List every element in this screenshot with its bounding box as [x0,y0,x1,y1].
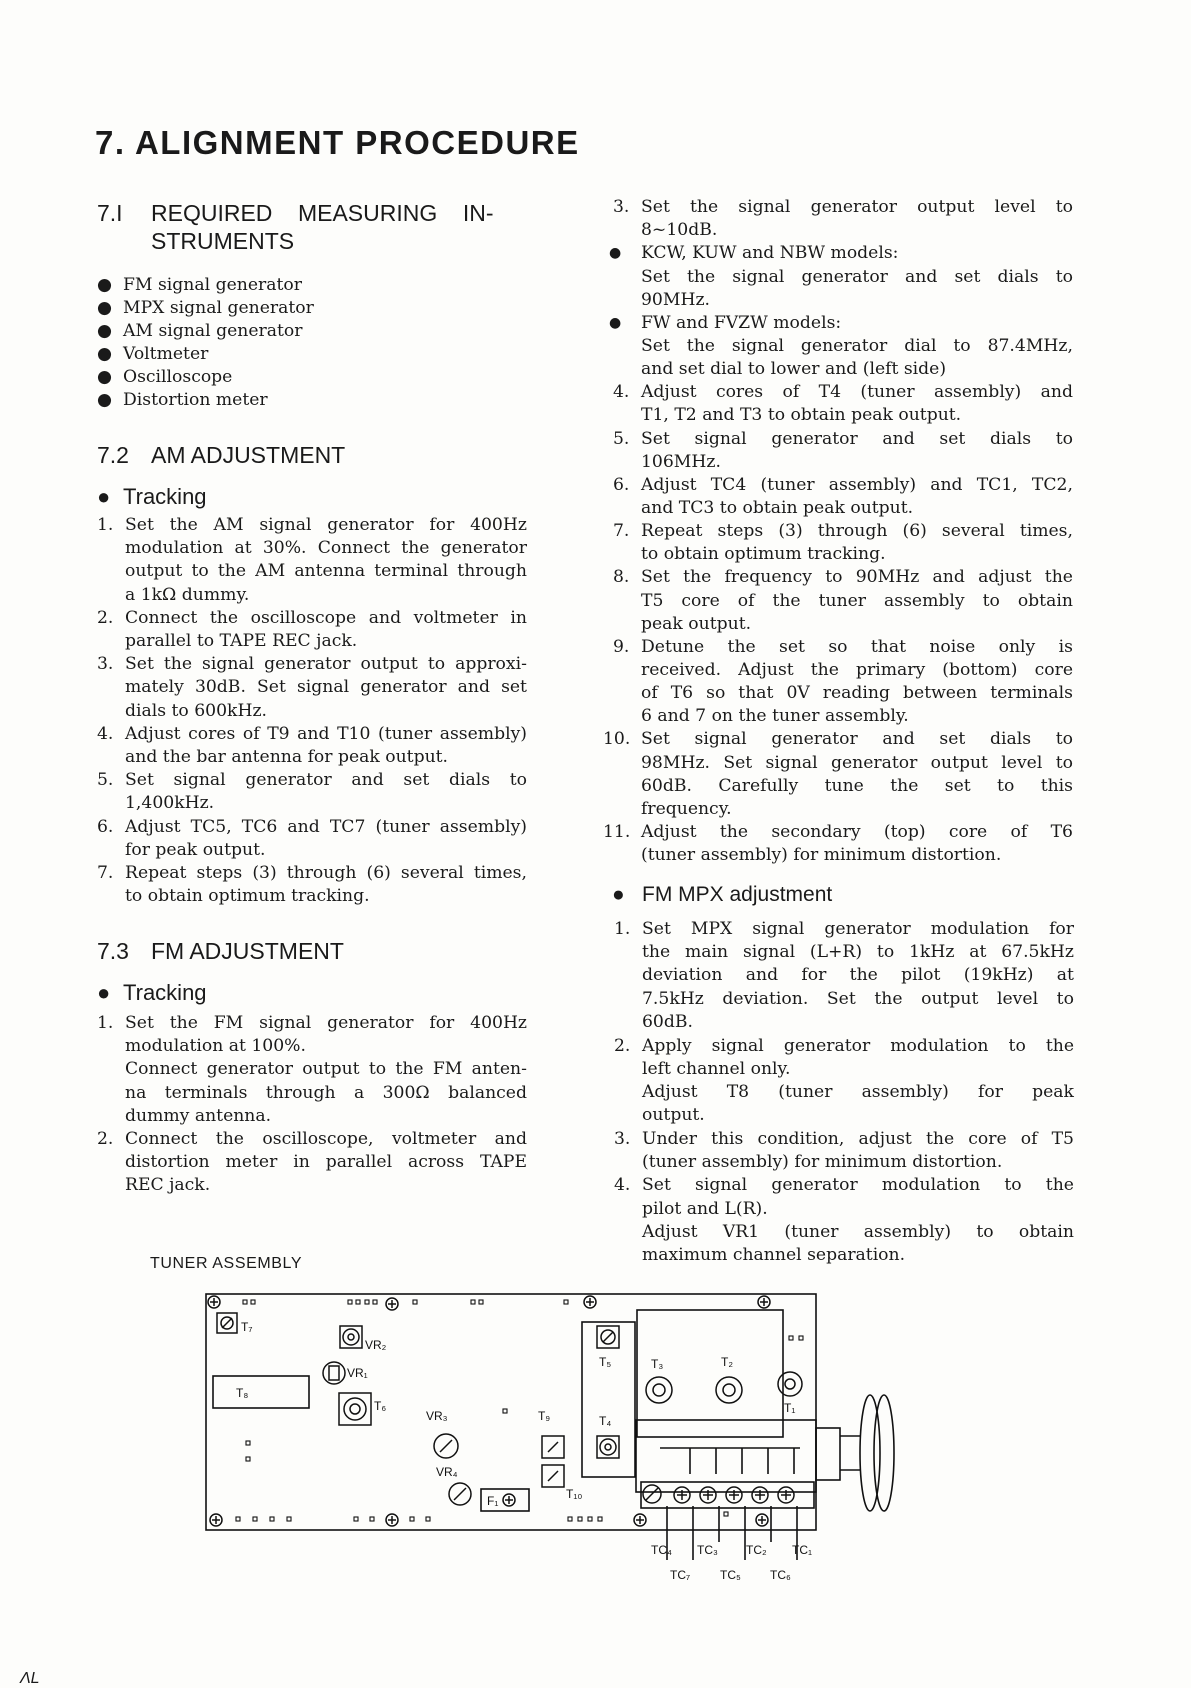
step-number: 1. [97,1013,114,1033]
step-line: and TC3 to obtain peak output. [641,498,914,518]
step-line: 60dB. [642,1011,693,1032]
step-line: 6 and 7 on the tuner assembly. [641,706,909,727]
step-line: Set signal generator and set dials to [641,729,1073,750]
step-line: to obtain optimum tracking. [125,886,370,907]
list-item: ● MPX signal generator [97,298,314,318]
step-number: 4. [614,1175,631,1196]
step-line: KCW, KUW and NBW models: [641,243,899,264]
step-number: 10. [603,729,631,750]
step-line: deviation and for the pilot (19kHz) at [642,965,1074,986]
step-number: 3. [614,1128,631,1149]
step-line: Set the signal generator output to approxi- [125,654,527,675]
step-line: REC jack. [125,1175,211,1196]
step-line: 90MHz. [641,289,710,310]
label-tc5: TC₅ [720,1568,741,1582]
section-7-1-heading-cont: STRUMENTS [151,228,295,254]
step-line: Detune the set so that noise only is [641,636,1073,657]
page-title: 7. ALIGNMENT PROCEDURE [95,124,580,161]
step-line: Adjust TC4 (tuner assembly) and TC1, TC2, [641,474,1073,495]
connector-area [636,1420,816,1492]
step-line: peak output. [641,613,752,634]
step-line: Adjust T8 (tuner assembly) for peak [642,1081,1074,1102]
label-t9: T₉ [538,1409,551,1423]
step-line: Set the FM signal generator for 400Hz [125,1013,527,1033]
step-line: Set MPX signal generator modulation for [642,919,1074,939]
step-line: output. [642,1105,705,1126]
step-line: 8~10dB. [641,220,718,241]
section-number: 7.2 [97,442,129,468]
label-tc6: TC₆ [770,1568,791,1582]
step-number: 9. [613,636,630,657]
step-line: maximum channel separation. [642,1244,906,1265]
step-line: Adjust cores of T9 and T10 (tuner assembly) [125,723,527,744]
step-number: 7. [97,863,114,883]
step-line: pilot and L(R). [642,1198,768,1219]
step-number: 5. [613,428,630,449]
step-line: parallel to TAPE REC jack. [125,631,358,651]
step-line: T5 core of the tuner assembly to obtain [641,590,1073,611]
step-line: Set the frequency to 90MHz and adjust the [641,567,1073,588]
step-line: T1, T2 and T3 to obtain peak output. [641,405,962,426]
list-item: ● AM signal generator [97,321,303,341]
label-t10: T₁₀ [566,1487,583,1501]
step-number: ● [609,245,622,262]
label-t7: T₇ [241,1320,253,1334]
label-t8: T₈ [236,1386,249,1400]
page-mark: ΛL [20,1670,40,1687]
step-line: Set the signal generator dial to 87.4MHz, [641,335,1073,356]
label-vr4: VR₄ [436,1465,458,1479]
step-line: (tuner assembly) for minimum distortion. [642,1151,1003,1172]
heading-line-1: REQUIRED MEASURING IN- [151,200,494,226]
section-number: 7.3 [97,938,129,964]
label-tc1: TC₁ [792,1543,813,1557]
label-vr3: VR₃ [426,1409,448,1423]
step-line: 98MHz. Set signal generator output level to [641,752,1073,773]
step-line: left channel only. [642,1058,791,1079]
step-line: Set signal generator and set dials to [641,428,1073,449]
step-number: 6. [613,474,630,495]
step-number: 8. [613,567,630,588]
t8-outline [213,1376,309,1408]
step-number: 3. [613,197,630,217]
label-vr1: VR₁ [347,1366,368,1380]
step-line: (tuner assembly) for minimum distortion. [641,845,1002,866]
heading-text: AM ADJUSTMENT [151,442,346,468]
step-line: the main signal (L+R) to 1kHz at 67.5kHz [642,942,1074,963]
label-t4: T₄ [599,1414,612,1428]
step-line: 1,400kHz. [125,793,215,814]
step-line: for peak output. [125,839,266,860]
step-line: output to the AM antenna terminal through [125,561,527,582]
list-item: ● Voltmeter [97,344,209,364]
label-tc4: TC₄ [651,1543,672,1557]
label-t2: T₂ [721,1355,733,1369]
section-number: 7.I [97,200,123,226]
step-line: dials to 600kHz. [125,700,267,721]
step-line: Set the signal generator and set dials to [641,266,1073,287]
step-number: 1. [97,515,114,535]
step-number: 4. [613,382,630,403]
list-item: ● FM signal generator [97,275,302,295]
subheading-fm-mpx: ● FM MPX adjustment [612,883,833,906]
label-tc2: TC₂ [746,1543,767,1557]
step-line: 106MHz. [641,451,721,472]
step-number: 1. [614,919,631,939]
label-tc7: TC₇ [670,1568,691,1582]
label-t3: T₃ [651,1357,664,1371]
step-line: na terminals through a 300Ω balanced [125,1082,527,1103]
list-item: ● Distortion meter [97,390,268,410]
step-line: mately 30dB. Set signal generator and set [125,677,527,698]
step-line: Under this condition, adjust the core of T5 [642,1128,1074,1149]
step-line: 7.5kHz deviation. Set the output level to [642,988,1074,1009]
step-line: and the bar antenna for peak output. [125,747,449,767]
label-vr2: VR₂ [365,1338,387,1352]
step-line: FW and FVZW models: [641,312,842,333]
step-line: Connect generator output to the FM anten- [125,1059,527,1080]
heading-text: FM ADJUSTMENT [151,938,344,964]
step-line: Apply signal generator modulation to the [642,1035,1074,1056]
step-line: dummy antenna. [125,1105,272,1126]
step-line: a 1kΩ dummy. [125,584,250,605]
step-line: Repeat steps (3) through (6) several times, [125,863,527,883]
step-line: Connect the oscilloscope, voltmeter and [125,1129,527,1149]
t5-t4-box [582,1322,635,1477]
step-line: Connect the oscilloscope and voltmeter in [125,607,527,628]
step-number: 3. [97,654,114,675]
subheading-fm-tracking: ● Tracking [97,980,207,1005]
step-number: 4. [97,723,114,744]
step-line: modulation at 100%. [125,1036,306,1057]
label-t6: T₆ [374,1399,387,1413]
step-number: 6. [97,816,114,837]
step-line: Set the AM signal generator for 400Hz [125,515,527,535]
step-line: Adjust TC5, TC6 and TC7 (tuner assembly) [125,816,527,837]
list-item: ● Oscilloscope [97,367,233,387]
label-t1: T₁ [784,1401,796,1415]
step-number: 2. [614,1035,631,1056]
step-line: of T6 so that 0V reading between terminals [641,683,1073,704]
step-line: Adjust cores of T4 (tuner assembly) and [641,382,1073,403]
step-line: Set the signal generator output level to [641,197,1073,217]
step-number: ● [609,314,622,331]
step-line: modulation at 30%. Connect the generator [125,538,527,559]
label-t5: T₅ [599,1355,612,1369]
shield-box [637,1310,783,1437]
label-f1: F₁ [487,1494,499,1508]
step-number: 5. [97,770,114,791]
step-number: 2. [97,607,114,628]
label-tc3: TC₃ [697,1543,718,1557]
step-line: received. Adjust the primary (bottom) core [641,660,1073,681]
step-line: Set signal generator modulation to the [642,1175,1074,1196]
step-line: to obtain optimum tracking. [641,544,886,565]
step-line: frequency. [641,799,732,820]
step-line: and set dial to lower and (left side) [641,359,947,380]
step-line: 60dB. Carefully tune the set to this [641,775,1073,796]
step-number: 2. [97,1129,114,1149]
step-line: Adjust VR1 (tuner assembly) to obtain [642,1221,1074,1242]
subheading-am-tracking: ● Tracking [97,484,207,509]
step-line: Adjust the secondary (top) core of T6 [641,822,1073,843]
diagram-caption: TUNER ASSEMBLY [150,1255,303,1272]
step-line: Set signal generator and set dials to [125,770,527,791]
step-line: distortion meter in parallel across TAPE [125,1152,527,1173]
step-line: Repeat steps (3) through (6) several times, [641,521,1073,542]
step-number: 11. [603,822,631,843]
step-number: 7. [613,521,630,542]
